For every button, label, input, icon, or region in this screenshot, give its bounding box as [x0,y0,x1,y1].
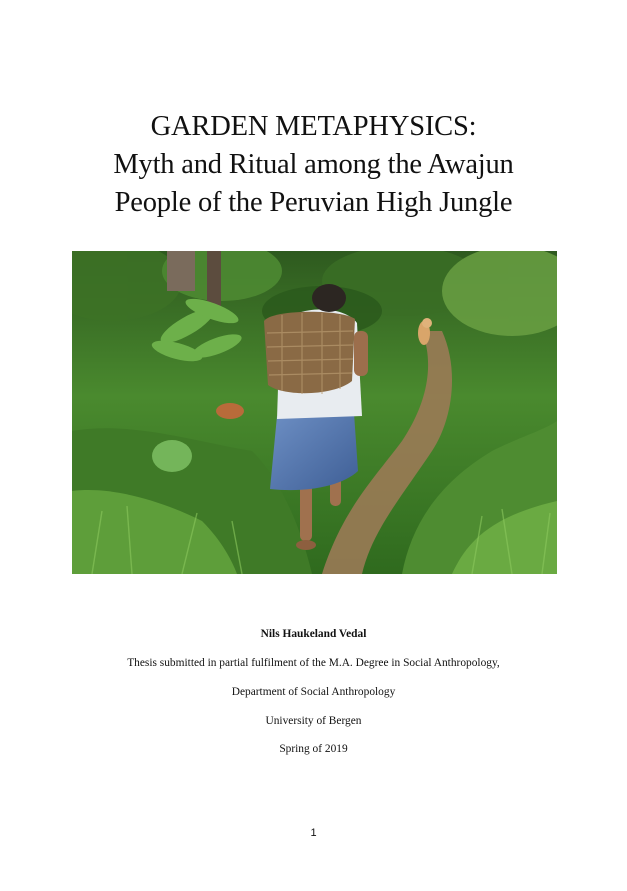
tree-trunk [167,251,195,291]
tree-trunk [207,251,221,306]
department: Department of Social Anthropology [231,686,396,698]
jungle-path-illustration [72,251,557,574]
small-animal [216,403,244,419]
thesis-title [0,108,627,222]
university: University of Bergen [265,715,362,727]
title-line-2: Myth and Ritual among the Awajun [113,149,514,180]
title-line-3: People of the Peruvian High Jungle [114,187,513,218]
thesis-statement: Thesis submitted in partial fulfilment of the M.A. Degree in Social Anthropology, [127,657,500,669]
cover-photo [72,251,557,574]
author-name: Nils Haukeland Vedal [260,628,367,640]
submission-date: Spring of 2019 [279,743,348,755]
title-line-1: GARDEN METAPHYSICS: [150,111,477,142]
page-number: 1 [310,827,317,839]
